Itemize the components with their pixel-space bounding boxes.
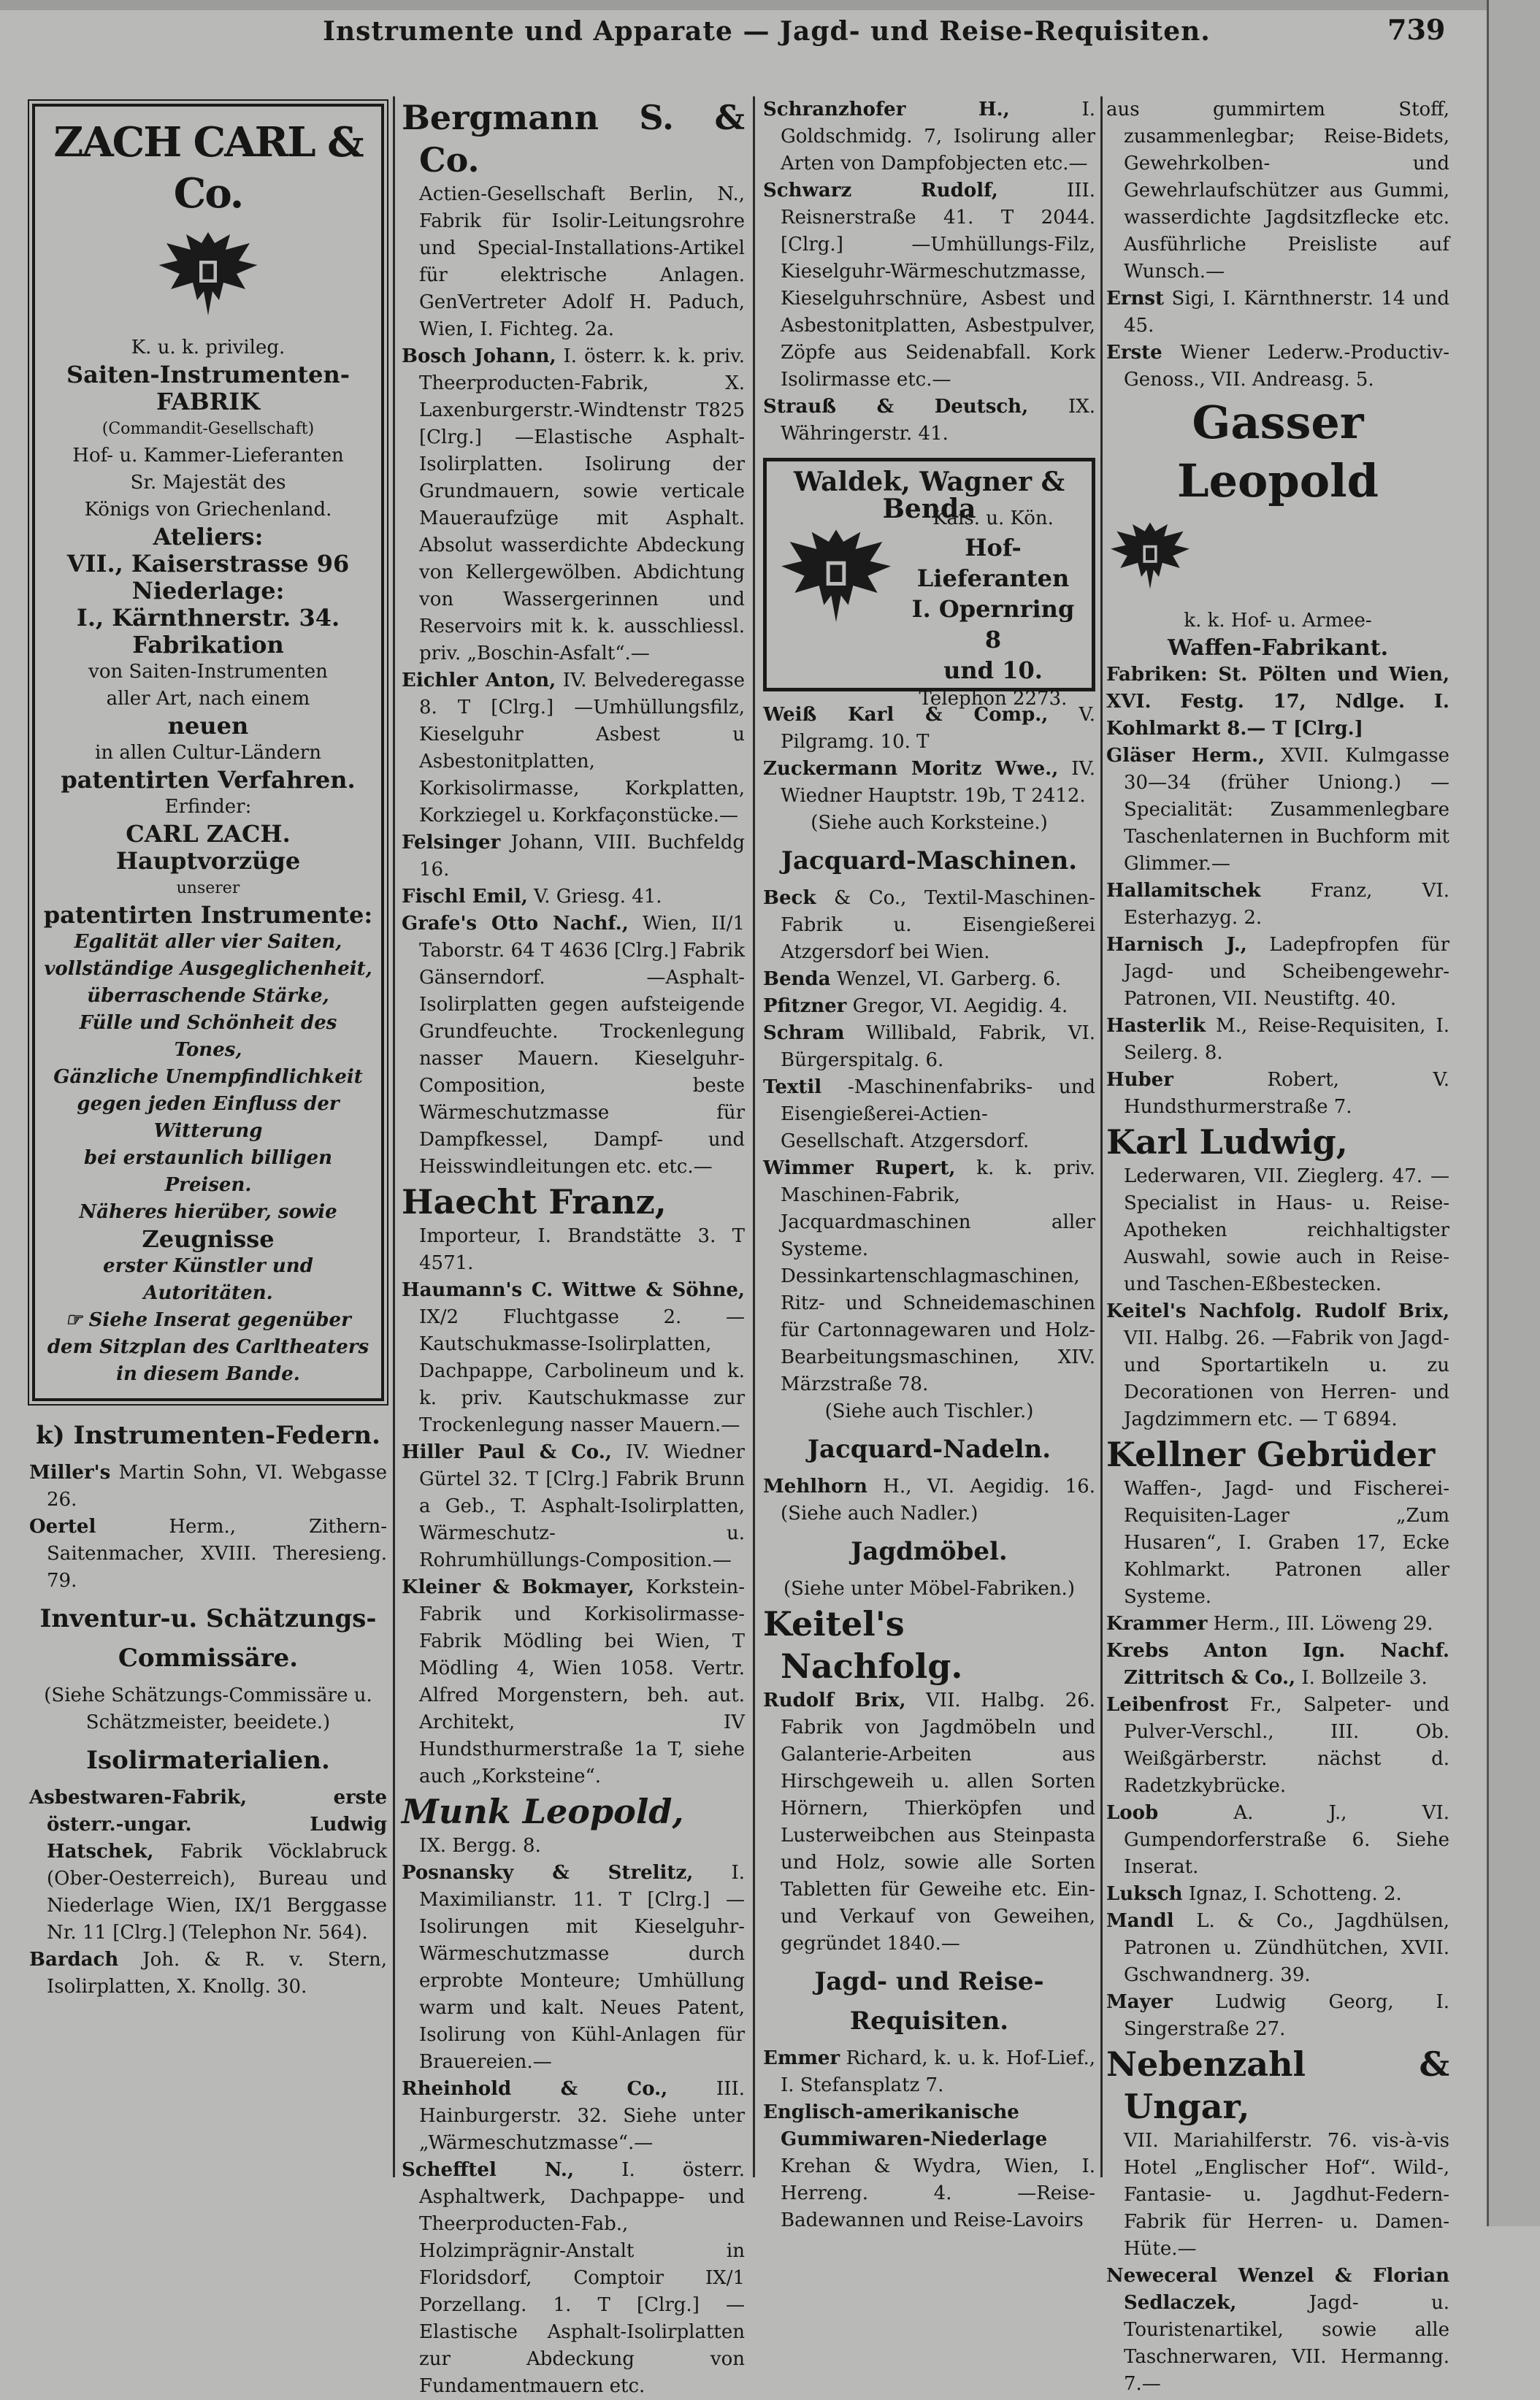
entry-text: V. Pilgramg. 10. T [781, 704, 1095, 753]
entry-text: Waffen-, Jagd- und Fischerei-Requisiten-Lager „Zum Husaren“, I. Graben 17, Ecke Kohlmarkt. Patronen aller Systeme. [1124, 1478, 1449, 1608]
directory-entry [1106, 1433, 1449, 1611]
entry-name: Hiller Paul & Co., [402, 1441, 612, 1463]
ad-line: ☞ Siehe Inserat gegenüber dem Sitzplan des Carltheaters in diesem Bande. [47, 1309, 369, 1385]
double-eagle-emblem-icon [774, 520, 898, 637]
entry-name: Weiß Karl & Comp., [763, 704, 1049, 726]
entry-text: Herm., III. Löweng 29. [1213, 1613, 1433, 1635]
entry-name: Leibenfrost [1106, 1694, 1229, 1716]
entry-name: Mayer [1106, 1991, 1173, 2013]
running-header: Instrumente und Apparate — Jagd- und Reise-Requisiten. [323, 16, 1211, 47]
ad-line: vollständige Ausgeglichenheit, [44, 958, 372, 980]
entry-name: Oertel [29, 1516, 96, 1538]
directory-entry [402, 1277, 745, 1439]
entry-name: Benda [763, 968, 831, 990]
entry-text: Sigi, I. Kärnthnerstr. 14 und 45. [1124, 288, 1449, 337]
cross-reference-note: (Siehe unter Möbel-Fabriken.) [784, 1578, 1075, 1600]
entry-name: Keitel's Nachfolg. [763, 1604, 963, 1686]
entry-name: Bardach [29, 1949, 119, 1971]
advertisement-waldek-wagner-benda [763, 458, 1095, 710]
directory-entry [1106, 1692, 1449, 1800]
directory-entry [402, 2076, 745, 2157]
directory-entry [29, 1947, 387, 2001]
entry-name: Bosch Johann, [402, 345, 556, 367]
entry-text: aus gummirtem Stoff, zusammenlegbar; Reise-Bidets, Gewehrkolben- und Gewehrlaufschützer aus Gummi, wasserdichte Jagdsitzflecke etc. Ausführliche Preisliste auf Wunsch.— [1106, 99, 1449, 283]
directory-entry [763, 1155, 1095, 1398]
entry-name: Mehlhorn [763, 1476, 867, 1498]
entry-name: Wimmer Rupert, [763, 1157, 956, 1179]
ad-line: Sr. Majestät des [130, 472, 286, 494]
column-divider [393, 96, 395, 2177]
section-heading: k) Instrumenten-Federn. [36, 1421, 380, 1450]
entry-name: Schranzhofer H., [763, 99, 1010, 120]
ad-line: patentirten Verfahren. [61, 766, 356, 794]
ad-line: Saiten-Instrumenten- [66, 361, 350, 388]
ad-line: neuen [167, 712, 249, 740]
ad-line: Ateliers: [153, 523, 264, 551]
directory-entry [1106, 2043, 1449, 2263]
ad-line: gegen jeden Einfluss der [77, 1093, 340, 1115]
section-heading: Jacquard-Nadeln. [807, 1435, 1051, 1464]
entry-text: V. Griesg. 41. [534, 886, 662, 908]
column-divider [753, 96, 755, 2177]
directory-entry [763, 2045, 1095, 2099]
directory-entry [763, 394, 1095, 448]
ad-line: VII., Kaiserstrasse 96 [66, 550, 350, 578]
directory-entry [763, 2099, 1095, 2234]
directory-entry [1106, 1067, 1449, 1121]
entry-name: Bergmann S. & Co. [402, 98, 745, 180]
entry-name: Fischl Emil, [402, 886, 528, 908]
directory-entry [1106, 2263, 1449, 2398]
entry-text: Importeur, I. Brandstätte 3. T 4571. [419, 1225, 745, 1274]
directory-entry [402, 1860, 745, 2076]
entry-name: Rheinhold & Co., [402, 2078, 668, 2100]
ad-line: Fabrikation [132, 631, 284, 659]
ad-line: Hof- u. Kammer-Lieferanten [72, 445, 344, 467]
ad-text [905, 505, 1081, 713]
entry-name: Pfitzner [763, 995, 847, 1017]
directory-entry [763, 885, 1095, 966]
column-3 [763, 96, 1095, 2234]
entry-name: Strauß & Deutsch, [763, 396, 1029, 418]
directory-entry [402, 96, 745, 343]
entry-text: Actien-Gesellschaft Berlin, N., Fabrik für Isolir-Leitungsrohre und Special-Installations-Artikel für elektrische Anlagen. GenVertreter Adolf H. Paduch, Wien, I. Fichteg. 2a. [419, 183, 745, 340]
entry-name: Hasterlik [1106, 1015, 1206, 1037]
cross-reference-note: (Siehe auch Tischler.) [824, 1400, 1034, 1422]
entry-name: Loob [1106, 1802, 1159, 1824]
entry-name: Posnansky & Strelitz, [402, 1862, 694, 1884]
page-top-edge [0, 0, 1540, 10]
entry-text: I. Goldschmidg. 7, Isolirung aller Arten von Dampfobjecten etc.— [781, 99, 1095, 175]
ad-line: I. Opernring 8 [911, 595, 1075, 653]
entry-text: Fabrik Vöcklabruck (Ober-Oesterreich), Bureau und Niederlage Wien, IX/1 Berggasse Nr. 11 [Clrg.] (Telephon Nr. 564). [47, 1841, 388, 1944]
entry-text: Lederwaren, VII. Zieglerg. 47. —Specialist in Haus- u. Reise-Apotheken reichhaltigster Auswahl, sowie auch in Reise- und Taschen-Eßbestecken. [1124, 1165, 1449, 1295]
directory-entry [402, 1790, 745, 1860]
page-number: 739 [1387, 13, 1446, 46]
entry-text: & Co., Textil-Maschinen-Fabrik u. Eisengießerei Atzgersdorf bei Wien. [781, 887, 1095, 963]
ad-line: k. k. Hof- u. Armee- [1184, 610, 1372, 632]
section-heading: Jagdmöbel. [851, 1537, 1008, 1566]
entry-name: Eichler Anton, [402, 670, 556, 691]
entry-text: IV. Wiedner Hauptstr. 19b, T 2412. [781, 758, 1095, 807]
ad-line: Zeugnisse [142, 1225, 275, 1253]
ad-line: aller Art, nach einem [106, 688, 310, 710]
entry-text: H., VI. Aegidig. 16. (Siehe auch Nadler.) [781, 1476, 1095, 1525]
directory-entry [763, 756, 1095, 810]
ad-line: ZACH CARL & Co. [53, 118, 363, 218]
column-divider [1100, 96, 1103, 2177]
directory-entry [1106, 285, 1449, 340]
directory-entry [1106, 1013, 1449, 1067]
column-1 [29, 96, 387, 2001]
ad-line: in allen Cultur-Ländern [95, 742, 321, 764]
cross-reference-note: (Siehe auch Korksteine.) [811, 812, 1048, 834]
entry-name: Luksch [1106, 1883, 1183, 1905]
ad-line: von Saiten-Instrumenten [88, 661, 328, 683]
directory-entry [1106, 878, 1449, 932]
directory-entry [763, 966, 1095, 993]
entry-text: IX. Bergg. 8. [419, 1835, 541, 1857]
ad-line: (Commandit-Gesellschaft) [101, 420, 315, 438]
entry-name: Mandl [1106, 1910, 1174, 1932]
entry-name: Krebs Anton Ign. Nachf. Zittritsch & Co., [1106, 1640, 1449, 1689]
entry-name: Asbestwaren-Fabrik, erste österr.-ungar. Ludwig Hatschek, [29, 1787, 387, 1863]
entry-name: Rudolf Brix, [763, 1690, 906, 1711]
entry-text: Jagd- u. Touristenartikel, sowie alle Taschnerwaren, VII. Hermanng. 7.— [1124, 2292, 1449, 2395]
entry-text: Franz, VI. Esterhazyg. 2. [1124, 880, 1449, 929]
directory-entry [763, 96, 1095, 177]
section-heading: Jacquard-Maschinen. [781, 846, 1078, 875]
entry-text: VII. Mariahilferstr. 76. vis-à-vis Hotel „Englischer Hof“. Wild-, Fantasie- u. Jagdhut-Federn-Fabrik für Herren- u. Damen-Hüte.— [1124, 2130, 1449, 2260]
entry-text: VII. Halbg. 26. Fabrik von Jagdmöbeln und Galanterie-Arbeiten aus Hirschgeweih u. allen Sorten Hörnern, Thierköpfen und Lusterweibchen aus Steinpasta und Holz, sowie alle Sorten Tabletten für Geweihe etc. Ein- und Verkauf von Geweihen, gegründet 1840.— [781, 1690, 1096, 1955]
entry-text: Richard, k. u. k. Hof-Lief., I. Stefansplatz 7. [781, 2047, 1095, 2096]
directory-entry [1106, 1121, 1449, 1298]
section-heading: Isolirmaterialien. [86, 1746, 330, 1775]
ad-line: überraschende Stärke, [87, 985, 329, 1007]
ad-line: Waffen-Fabrikant. [1167, 635, 1389, 661]
entry-text: Krehan & Wydra, Wien, I. Herreng. 4. —Reise-Badewannen und Reise-Lavoirs [781, 2155, 1095, 2231]
entry-name: Krammer [1106, 1613, 1208, 1635]
ad-line: Telephon 2273. [919, 688, 1068, 710]
ad-line: K. u. k. privileg. [131, 337, 286, 359]
ad-line: Hauptvorzüge [115, 847, 301, 875]
ad-line: Egalität aller vier Saiten, [74, 931, 342, 953]
entry-text: Wiener Lederw.-Productiv-Genoss., VII. Andreasg. 5. [1124, 342, 1449, 391]
ad-line: und 10. [943, 656, 1043, 684]
directory-entry [1106, 340, 1449, 394]
entry-name: Neweceral Wenzel & Florian Sedlaczek, [1106, 2265, 1449, 2314]
double-eagle-emblem-icon [1106, 515, 1449, 603]
directory-entry [1106, 1881, 1449, 1908]
ad-line: Königs von Griechenland. [84, 499, 332, 521]
entry-name: Schwarz Rudolf, [763, 180, 998, 202]
directory-entry [29, 1460, 387, 1514]
directory-entry [402, 1439, 745, 1574]
entry-name: Gläser Herm., [1106, 745, 1265, 767]
ad-line: CARL ZACH. [126, 820, 291, 848]
entry-name: Keitel's Nachfolg. Rudolf Brix, [1106, 1300, 1449, 1322]
directory-entry [1106, 743, 1449, 878]
entry-name: Haumann's C. Wittwe & Söhne, [402, 1279, 745, 1301]
entry-text: -Maschinenfabriks- und Eisengießerei-Actien-Gesellschaft. Atzgersdorf. [781, 1076, 1096, 1152]
directory-entry [763, 177, 1095, 394]
directory-entry [402, 883, 745, 910]
entry-text: Gregor, VI. Aegidig. 4. [852, 995, 1068, 1017]
section-heading: Inventur-u. Schätzungs-Commissäre. [39, 1604, 377, 1673]
ad-line: Erfinder: [164, 796, 252, 818]
ad-line: Gänzliche Unempfindlichkeit [53, 1066, 363, 1088]
ad-line: I., Kärnthnerstr. 34. [76, 604, 340, 632]
entry-text: Fr., Salpeter- und Pulver-Verschl., III. Ob. Weißgärberstr. nächst d. Radetzkybrücke. [1124, 1694, 1450, 1797]
entry-name: Englisch-amerikanische Gummiwaren-Niederlage [763, 2101, 1048, 2150]
entry-name: Haecht Franz, [402, 1182, 667, 1222]
directory-entry [1106, 1908, 1449, 1989]
entry-text: III. Reisnerstraße 41. T 2044. [Clrg.] —Umhüllungs-Filz, Kieselguhr-Wärmeschutzmasse, Kieselguhrschnüre, Asbest und Asbestonitplatten, Asbestpulver, Zöpfe aus Seidenabfall. Kork Isolirmasse etc.— [781, 180, 1096, 391]
directory-entry [402, 1181, 745, 1277]
ad-line: patentirten Instrumente: [43, 901, 373, 929]
entry-name: Schefftel N., [402, 2159, 574, 2181]
entry-name: Emmer [763, 2047, 840, 2069]
directory-entry [763, 1020, 1095, 1074]
directory-entry [402, 667, 745, 829]
entry-text: I. Maximilianstr. 11. T [Clrg.] —Isolirungen mit Kieselguhr-Wärmeschutzmasse durch erprobte Monteure; Umhüllung warm und kalt. Neues Patent, Isolirung von Kühl-Anlagen für Brauereien.— [419, 1862, 745, 2073]
ad-line: Niederlage: [131, 577, 285, 605]
double-eagle-emblem-icon [42, 223, 374, 330]
entry-text: I. österr. Asphaltwerk, Dachpappe- und Theerproducten-Fab., Holzimprägnir-Anstalt in Floridsdorf, Comptoir IX/1 Porzellang. 1. T [Clrg.] —Elastische Asphalt-Isolirplatten zur Abdeckung von Fundamentmauern etc. [419, 2159, 745, 2397]
section-heading: Jagd- und Reise-Requisiten. [814, 1967, 1044, 2036]
entry-name: Zuckermann Moritz Wwe., [763, 758, 1059, 780]
directory-entry [402, 910, 745, 1181]
entry-text: IV. Wiedner Gürtel 32. T [Clrg.] Fabrik Brunn a Geb., T. Asphalt-Isolirplatten, Wärmeschutz- u. Rohrumhüllungs-Composition.— [419, 1441, 745, 1571]
directory-entry [402, 829, 745, 883]
ad-title: Gasser Leopold [1176, 396, 1379, 507]
directory-entry [1106, 1611, 1449, 1638]
entry-name: Huber [1106, 1069, 1173, 1091]
directory-entry [1106, 1800, 1449, 1881]
directory-entry [29, 1784, 387, 1947]
ad-line: unserer [176, 879, 240, 897]
entry-name: Nebenzahl & Ungar, [1106, 2044, 1449, 2126]
entry-name: Textil [763, 1076, 822, 1098]
ad-line: Näheres hierüber, sowie [79, 1201, 337, 1223]
entry-name: Felsinger [402, 832, 501, 854]
ad-line: FABRIK [156, 388, 261, 415]
directory-entry [763, 1687, 1095, 1958]
entry-text: k. k. priv. Maschinen-Fabrik, Jacquardmaschinen aller Systeme. Dessinkartenschlagmaschinen, Ritz- und Schneidemaschinen für Cartonnagewaren und Holz-Bearbeitungsmaschinen, XIV. Märzstraße 78. [781, 1157, 1095, 1395]
entry-text: A. J., VI. Gumpendorferstraße 6. Siehe Inserat. [1124, 1802, 1449, 1878]
ad-line: Witterung [153, 1120, 263, 1142]
entry-text: Wien, II/1 Taborstr. 64 T 4636 [Clrg.] Fabrik Gänserndorf. —Asphalt-Isolirplatten gegen aufsteigende Grundfeuchte. Trockenlegung nasser Mauern. Kieselguhr-Composition, beste Wärmeschutzmasse für Dampfkessel, Dampf- und Heisswindleitungen etc. etc.— [419, 913, 745, 1178]
entry-text: Herm., Zithern-Saitenmacher, XVIII. Theresieng. 79. [47, 1516, 388, 1592]
entry-text: L. & Co., Jagdhülsen, Patronen u. Zündhütchen, XVII. Gschwandnerg. 39. [1124, 1910, 1450, 1986]
directory-entry [1106, 1298, 1449, 1433]
ad-line: bei erstaunlich billigen Preisen. [83, 1147, 333, 1196]
entry-name: Ernst [1106, 288, 1165, 310]
directory-entry [402, 2157, 745, 2400]
directory-entry [1106, 1638, 1449, 1692]
directory-entry [763, 993, 1095, 1020]
directory-entry [763, 1074, 1095, 1155]
directory-entry [1106, 96, 1449, 285]
entry-name: Schram [763, 1022, 845, 1044]
entry-name: Grafe's Otto Nachf., [402, 913, 629, 935]
entry-text: Willibald, Fabrik, VI. Bürgerspitalg. 6. [781, 1022, 1095, 1071]
entry-text: Korkstein-Fabrik und Korkisolirmasse-Fabrik Mödling bei Wien, T Mödling 4, Wien 1058. Vertr. Alfred Morgenstern, beh. aut. Architekt, IV Hundsthurmerstraße 1a T, siehe auch „Korksteine“. [419, 1576, 746, 1787]
directory-entry [1106, 1989, 1449, 2043]
entry-text: IX. Währingerstr. 41. [781, 396, 1095, 445]
ad-line: Fülle und Schönheit des Tones, [79, 1012, 337, 1061]
entry-text: M., Reise-Requisiten, I. Seilerg. 8. [1124, 1015, 1449, 1064]
entry-name: Karl Ludwig, [1106, 1122, 1348, 1162]
page-edge [1487, 0, 1540, 2226]
directory-entry [29, 1514, 387, 1595]
entry-name: Kleiner & Bokmayer, [402, 1576, 635, 1598]
directory-entry [402, 1574, 745, 1790]
directory-entry [763, 1603, 1095, 1687]
entry-name: Kellner Gebrüder [1106, 1435, 1436, 1474]
entry-text: Wenzel, VI. Garberg. 6. [836, 968, 1062, 990]
entry-text: Johann, VIII. Buchfeldg 16. [419, 832, 746, 881]
entry-text: Joh. & R. v. Stern, Isolirplatten, X. Knollg. 30. [47, 1949, 387, 1998]
entry-name: Hallamitschek [1106, 880, 1261, 902]
entry-text: Martin Sohn, VI. Webgasse 26. [47, 1462, 387, 1511]
entry-text: IV. Belvederegasse 8. T [Clrg.] —Umhüllungsfilz, Kieselguhr Asbest u Asbestonitplatten, Korkisolirmasse, Korkplatten, Korkziegel u. Korkfaçonstücke.— [419, 670, 746, 827]
entry-text: Ladepfropfen für Jagd- und Scheibengewehr-Patronen, VII. Neustiftg. 40. [1124, 934, 1449, 1010]
entry-text: III. Hainburgerstr. 32. Siehe unter „Wärmeschutzmasse“.— [419, 2078, 745, 2154]
column-2 [402, 96, 745, 2400]
directory-entry [763, 1473, 1095, 1527]
ad-title: Waldek, Wagner & Benda [793, 467, 1065, 524]
ad-line: Fabriken: St. Pölten und Wien, XVI. Festg. 17, Ndlge. I. Kohlmarkt 8.— T [Clrg.] [1106, 664, 1449, 740]
directory-entry [1106, 932, 1449, 1013]
entry-text: IX/2 Fluchtgasse 2. —Kautschukmasse-Isolirplatten, Dachpappe, Carbolineum und k. k. priv. Kautschukmasse zur Trockenlegung nasser Mauern.— [419, 1306, 745, 1436]
entry-text: VII. Halbg. 26. —Fabrik von Jagd- und Sportartikeln u. zu Decorationen von Herren- und Jagdzimmern etc. — T 6894. [1124, 1327, 1449, 1430]
entry-name: Erste [1106, 342, 1162, 364]
ad-line: erster Künstler und Autoritäten. [103, 1255, 313, 1304]
entry-text: I. österr. k. k. priv. Theerproducten-Fabrik, X. Laxenburgerstr.-Windtenstr T825 [Clrg.] —Elastische Asphalt-Isolirplatten. Isolirung der Grundmauern, sowie verticale Maueraufzüge mit Asphalt. Absolut wasserdichte Abdeckung von Kellergewölben. Abdichtung von Wassergerinnen und Reservoirs mit k. k. ausschliessl. priv. „Boschin-Asfalt“.— [419, 345, 745, 664]
entry-name: Munk Leopold, [402, 1792, 684, 1831]
entry-name: Miller's [29, 1462, 111, 1484]
entry-text: I. Bollzeile 3. [1301, 1667, 1428, 1689]
cross-reference-note: (Siehe Schätzungs-Commissäre u. Schätzmeister, beeidete.) [44, 1684, 372, 1733]
entry-name: Harnisch J., [1106, 934, 1247, 956]
ad-line: Hof-Lieferanten [916, 534, 1070, 592]
directory-entry [402, 343, 745, 667]
entry-name: Beck [763, 887, 816, 909]
ad-line: Kais. u. Kön. [932, 507, 1054, 529]
entry-text: XVII. Kulmgasse 30—34 (früher Uniong.) —Specialität: Zusammenlegbare Taschenlaternen in Buchform mit Glimmer.— [1124, 745, 1450, 875]
entry-text: Ignaz, I. Schotteng. 2. [1188, 1883, 1402, 1905]
advertisement-zach-carl [32, 104, 384, 1401]
entry-text: Robert, V. Hundsthurmerstraße 7. [1124, 1069, 1449, 1118]
column-4 [1106, 96, 1449, 2398]
entry-text: Ludwig Georg, I. Singerstraße 27. [1124, 1991, 1449, 2040]
advertisement-gasser-leopold [1106, 394, 1449, 743]
